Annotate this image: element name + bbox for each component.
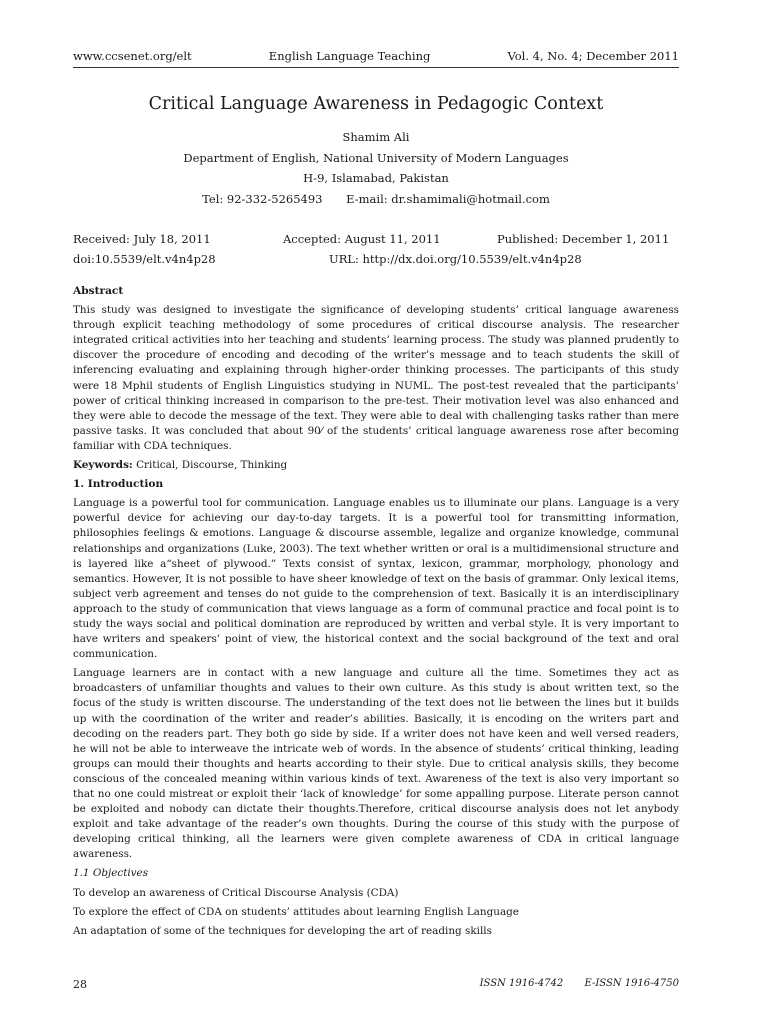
author-address: H-9, Islamabad, Pakistan xyxy=(303,171,449,185)
author-phone: Tel: 92-332-5265493 xyxy=(202,191,323,206)
abstract-heading: Abstract xyxy=(73,285,124,297)
objective-item: To develop an awareness of Critical Discourse Analysis (CDA) xyxy=(73,886,399,899)
journal-name: English Language Teaching xyxy=(268,49,431,63)
issn-info xyxy=(480,978,679,991)
dates-row xyxy=(73,229,679,249)
accepted-date: Accepted: August 11, 2011 xyxy=(283,232,441,246)
objective-item: An adaptation of some of the techniques for developing the art of reading skills xyxy=(73,924,492,937)
url-text[interactable]: URL: http://dx.doi.org/10.5539/elt.v4n4p28 xyxy=(329,252,582,266)
keywords-text: Critical, Discourse, Thinking xyxy=(132,459,288,472)
issn: ISSN 1916-4742 xyxy=(479,978,564,989)
introduction-heading: 1. Introduction xyxy=(73,478,164,491)
author-name: Shamim Ali xyxy=(342,130,410,144)
paper-title: Critical Language Awareness in Pedagogic Context xyxy=(148,94,604,114)
doi-text[interactable]: doi:10.5539/elt.v4n4p28 xyxy=(73,252,216,266)
page-number: 28 xyxy=(73,978,87,991)
introduction-paragraph-1: Language is a powerful tool for communication. Language enables us to illuminate our plans. Language is a very powerful device for achieving our day-to-day targets. It is a powerful tool for transmitting information, philosophies feelings & emotions. Language & discourse assemble, legalize and organize knowledge, communal relationships and organizations (Luke, 2003). The text whether written or oral is a multidimensional structure and is layered like a“sheet of plywood.” Texts consist of syntax, lexicon, grammar, morphology, phonology and semantics. However, It is not possible to have sheer knowledge of text on the basis of grammar. Only lexical items, subject verb agreement and tenses do not guide to the comprehension of text. Basically it is an interdisciplinary approach to the study of communication that views language as a form of communal practice and focal point is to study the ways social and political domination are reproduced by written and verbal style. It is very important to have writers and speakers’ point of view, the historical context and the social background of the text and oral communication. xyxy=(73,497,679,661)
published-date: Published: December 1, 2011 xyxy=(497,232,670,246)
doi-row xyxy=(73,249,679,269)
running-header xyxy=(73,49,679,68)
author-block xyxy=(73,127,679,209)
keywords-line xyxy=(73,458,679,473)
journal-volume: Vol. 4, No. 4; December 2011 xyxy=(507,49,679,63)
page-footer xyxy=(73,978,679,991)
journal-website[interactable]: www.ccsenet.org/elt xyxy=(73,49,192,63)
author-department: Department of English, National University of Modern Languages xyxy=(183,150,569,165)
paper-body xyxy=(73,284,679,943)
introduction-paragraph-2: Language learners are in contact with a new language and culture all the time. Sometimes they act as broadcasters of unfamiliar thoughts and values to their own culture. As this study is about written text, so the focus of the study is written discourse. The understanding of the text does not lie between the lines but it builds up with the coordination of the writer and reader’s abilities. Basically, it is encoding on the writers part and decoding on the readers part. They both go side by side. If a writer does not have keen and well versed readers, he will not be able to interweave the intricate web of words. In the absence of students’ critical thinking, leading groups can mould their thoughts and hearts according to their style. Due to critical analysis skills, they become conscious of the concealed meaning within various kinds of text. Awareness of the text is also very important so that no one could mistreat or exploit their ‘lack of knowledge’ for some appalling purpose. Literate person cannot be exploited and nobody can dictate their thoughts.Therefore, critical discourse analysis does not let anybody exploit and take advantage of the reader’s own thoughts. During the course of this study with the purpose of developing critical thinking, all the learners were given complete awareness of CDA in critical language awareness. xyxy=(73,667,679,861)
received-date: Received: July 18, 2011 xyxy=(73,232,211,246)
publication-dates xyxy=(73,229,679,269)
objectives-heading: 1.1 Objectives xyxy=(73,867,149,880)
author-contact xyxy=(73,189,679,210)
keywords-label: Keywords: xyxy=(73,459,133,472)
abstract-text: This study was designed to investigate the significance of developing students’ critical language awareness through explicit teaching methodology of some procedures of critical discourse analysis. The researcher integrated critical activities into her teaching and students’ learning process. The study was planned prudently to discover the procedure of encoding and decoding of the writer’s message and to teach students the skill of inferencing evaluating and explaining through higher-order thinking processes. The participants of this study were 18 Mphil students of English Linguistics studying in NUML. The post-test revealed that the participants’ power of critical thinking increased in comparison to the pre-test. Their motivation level was also enhanced and they were able to decode the message of the text. They were able to deal with challenging tasks rather than mere passive tasks. It was concluded that about 90⁄ of the students’ critical language awareness rose after becoming familiar with CDA techniques. xyxy=(73,304,679,452)
objective-item: To explore the effect of CDA on students’ attitudes about learning English Language xyxy=(73,905,519,918)
eissn: E-ISSN 1916-4750 xyxy=(584,978,679,989)
author-email[interactable]: E-mail: dr.shamimali@hotmail.com xyxy=(346,191,550,206)
